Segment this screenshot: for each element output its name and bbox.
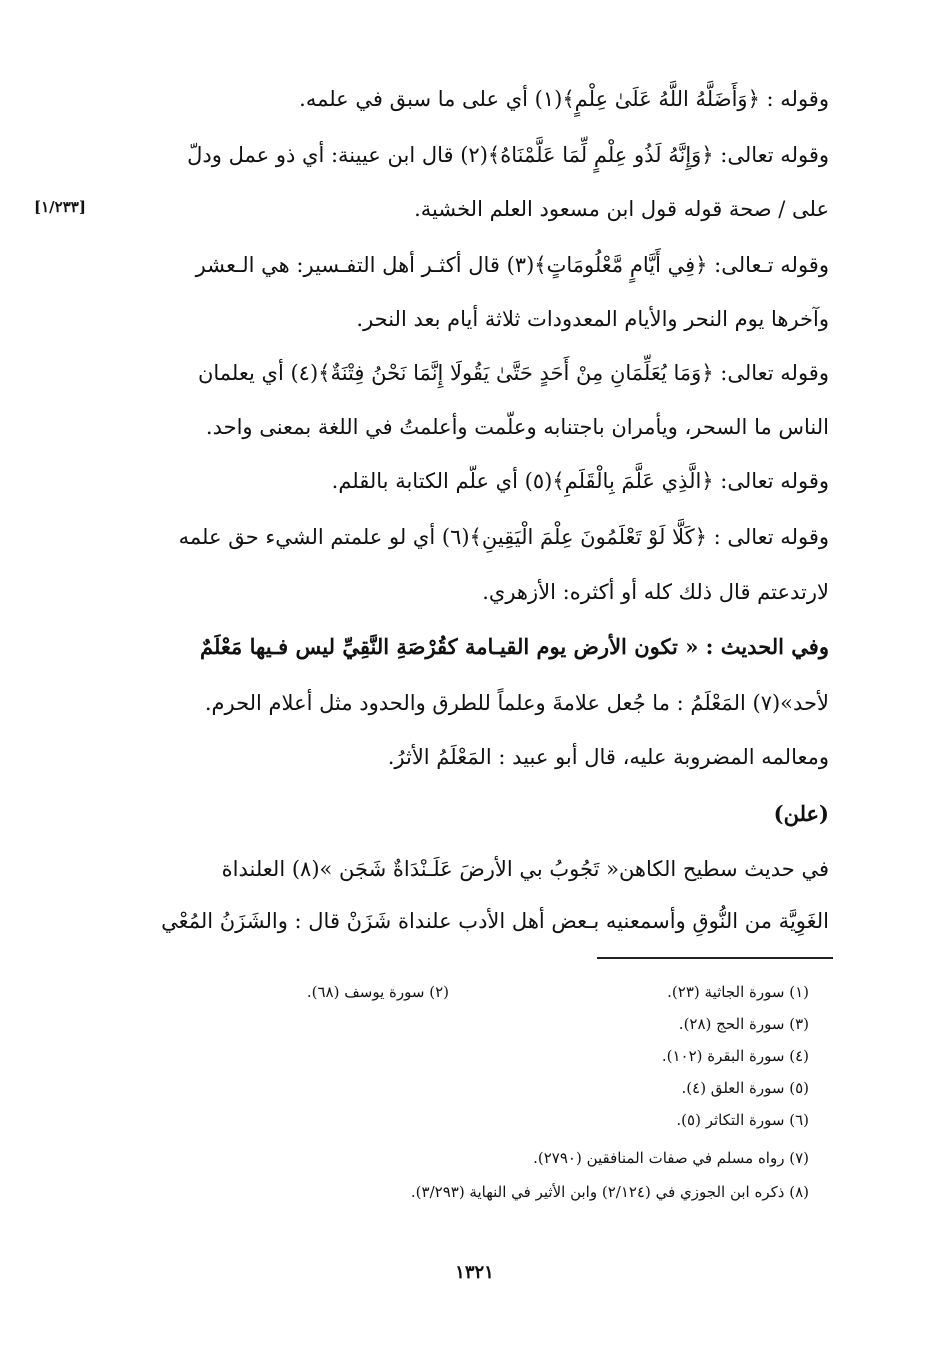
footnote-3: (٣) سورة الحج (٢٨).	[678, 1015, 809, 1033]
footnote-8: (٨) ذكره ابن الجوزي في (٢/١٢٤) وابن الأثير في النهاية (٣/٢٩٣).	[410, 1183, 809, 1201]
footnote-7: (٧) رواه مسلم في صفات المنافقين (٢٧٩٠).	[533, 1149, 809, 1167]
text-line-7: الناس ما السحر، ويأمران باجتنابه وعلّمت وأعلمتُ في اللغة بمعنى واحد.	[205, 415, 829, 439]
section-heading: (علن)	[773, 801, 829, 826]
text-line-15: الغَوِيَّة من النُّوقِ وأسمعنيه بـعض أهل الأدب علنداة شَزَنْ قال : والشَزَنُ المُعْي	[161, 909, 829, 933]
text-line-8: وقوله تعالى: ﴿الَّذِي عَلَّمَ بِالْقَلَمِ﴾(٥) أي علّم الكتابة بالقلم.	[331, 469, 829, 493]
margin-reference: [١/٢٣٣]	[34, 198, 86, 216]
text-line-1: وقوله : ﴿وَأَضَلَّهُ اللَّهُ عَلَىٰ عِلْمٍ﴾(١) أي على ما سبق في علمه.	[299, 87, 829, 111]
footnote-1: (١) سورة الجاثية (٢٣).	[667, 983, 809, 1001]
footnote-6: (٦) سورة التكاثر (٥).	[676, 1111, 809, 1129]
text-line-6: وقوله تعالى: ﴿وَمَا يُعَلِّمَانِ مِنْ أَحَدٍ حَتَّىٰ يَقُولَا إِنَّمَا نَحْنُ فِتْنَةٌ﴾(٤) أي يعلمان	[197, 361, 829, 385]
text-line-2: وقوله تعالى: ﴿وَإِنَّهُ لَذُو عِلْمٍ لِّمَا عَلَّمْنَاهُ﴾(٢) قال ابن عيينة: أي ذو عمل ودلّ	[187, 143, 829, 167]
text-line-9: وقوله تعالى : ﴿كَلَّا لَوْ تَعْلَمُونَ عِلْمَ الْيَقِينِ﴾(٦) أي لو علمتم الشيء حق علمه	[178, 525, 829, 549]
text-line-5: وآخرها يوم النحر والأيام المعدودات ثلاثة أيام بعد النحر.	[356, 307, 829, 331]
footnote-5: (٥) سورة العلق (٤).	[681, 1079, 809, 1097]
footnote-2: (٢) سورة يوسف (٦٨).	[306, 983, 449, 1001]
text-line-12: لأحد»(٧) المَعْلَمُ : ما جُعل علامةَ وعلماً للطرق والحدود مثل أعلام الحرم.	[204, 691, 829, 715]
text-line-11: وفي الحديث : « تكون الأرض يوم القيـامة كقُرْصَةِ النَّقِيِّ ليس فـيها مَعْلَمٌ	[200, 634, 829, 659]
text-line-4: وقوله تـعالى: ﴿فِي أَيَّامٍ مَّعْلُومَاتٍ﴾(٣) قال أكثـر أهل التفـسير: هي الـعشر	[195, 253, 829, 277]
text-line-3: على / صحة قوله قول ابن مسعود العلم الخشية.	[414, 197, 829, 221]
footnote-separator	[597, 957, 833, 959]
text-line-14: في حديث سطيح الكاهن« تَجُوبُ بي الأرضَ عَلَـنْدَاةٌ شَجَن »(٨) العلنداة	[221, 857, 829, 881]
text-line-13: ومعالمه المضروبة عليه، قال أبو عبيد : المَعْلَمُ الأثرُ.	[387, 745, 829, 769]
footnote-4: (٤) سورة البقرة (١٠٢).	[661, 1047, 809, 1065]
text-line-10: لارتدعتم قال ذلك كله أو أكثره: الأزهري.	[482, 580, 829, 604]
page-number: ١٣٢١	[455, 1262, 494, 1283]
